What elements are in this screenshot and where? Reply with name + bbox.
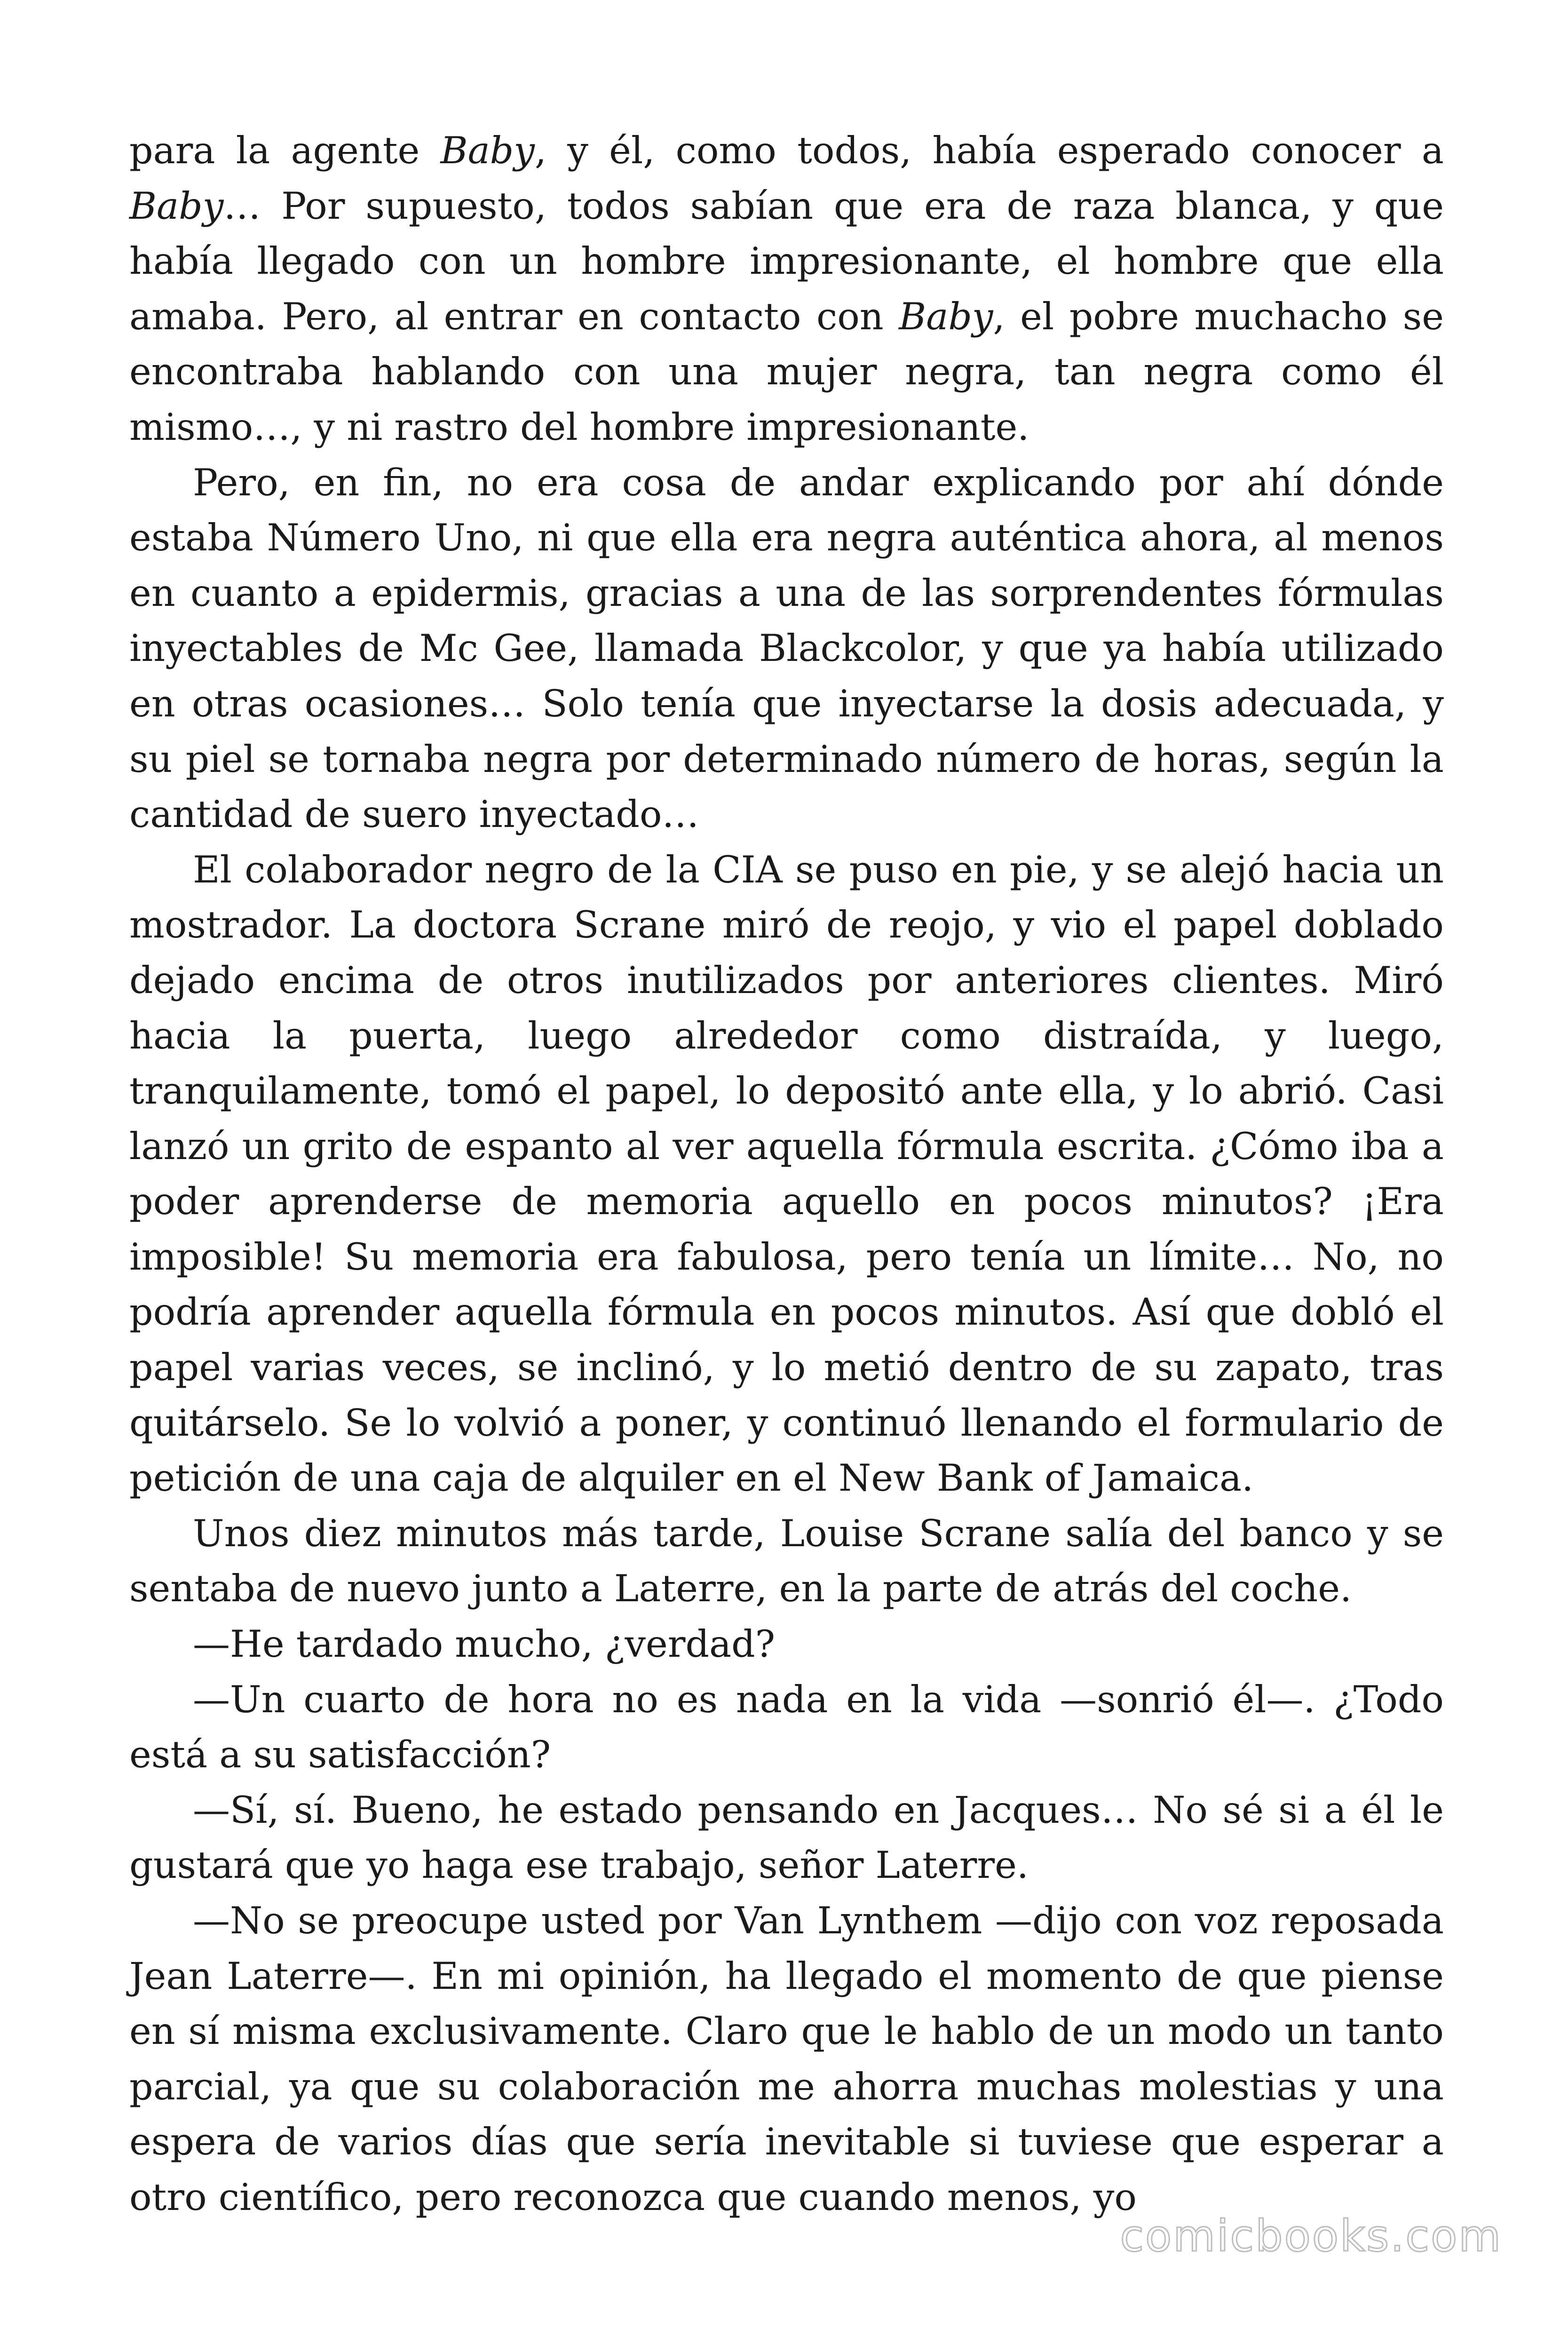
text-run: , y él, como todos, había esperado conocer a <box>534 129 1444 172</box>
text-run: —No se preocupe usted por Van Lynthem —dijo con voz reposada Jean Laterre—. En mi opinión, ha llegado el momento de que piense en sí misma exclusivamente. Claro que le hablo de un modo un tanto parcial, ya que su colaboración me ahorra muchas molestias y una espera de varios días que sería inevitable si tuviese que esperar a otro científico, pero reconozca que cuando menos, yo <box>129 1899 1444 2219</box>
text-run: —Un cuarto de hora no es nada en la vida —sonrió él—. ¿Todo está a su satisfacción? <box>129 1677 1444 1777</box>
text-run: Unos diez minutos más tarde, Louise Scrane salía del banco y se sentaba de nuevo junto a Laterre, en la parte de atrás del coche. <box>129 1511 1444 1611</box>
paragraph <box>129 1783 1444 1893</box>
body-text <box>129 123 1444 2225</box>
paragraph <box>129 842 1444 1506</box>
italic-text: Baby <box>440 129 535 172</box>
watermark: comicbooks.com <box>1120 2211 1502 2261</box>
text-run: … Por supuesto, todos sabían que era de raza blanca, y que había llegado con un hombre impresionante, el hombre que ella amaba. Pero, al entrar en contacto con <box>129 184 1444 338</box>
paragraph <box>129 1506 1444 1617</box>
paragraph <box>129 1893 1444 2225</box>
text-run: Pero, en fin, no era cosa de andar explicando por ahí dónde estaba Número Uno, ni que ella era negra auténtica ahora, al menos en cuanto a epidermis, gracias a una de las sorprendentes fórmulas inyectables de Mc Gee, llamada Blackcolor, y que ya había utilizado en otras ocasiones… Solo tenía que inyectarse la dosis adecuada, y su piel se tornaba negra por determinado número de horas, según la cantidad de suero inyectado… <box>129 461 1444 836</box>
italic-text: Baby <box>899 294 993 338</box>
italic-text: Baby <box>129 184 224 228</box>
text-run: El colaborador negro de la CIA se puso en pie, y se alejó hacia un mostrador. La doctora Scrane miró de reojo, y vio el papel doblado dejado encima de otros inutilizados por anteriores clientes. Miró hacia la puerta, luego alrededor como distraída, y luego, tranquilamente, tomó el papel, lo depositó ante ella, y lo abrió. Casi lanzó un grito de espanto al ver aquella fórmula escrita. ¿Cómo iba a poder aprenderse de memoria aquello en pocos minutos? ¡Era imposible! Su memoria era fabulosa, pero tenía un límite… No, no podría aprender aquella fórmula en pocos minutos. Así que dobló el papel varias veces, se inclinó, y lo metió dentro de su zapato, tras quitárselo. Se lo volvió a poner, y continuó llenando el formulario de petición de una caja de alquiler en el New Bank of Jamaica. <box>129 848 1444 1500</box>
text-run: , el pobre muchacho se encontraba hablando con una mujer negra, tan negra como él mismo…, y ni rastro del hombre impresionante. <box>129 294 1444 449</box>
paragraph <box>129 1617 1444 1672</box>
text-run: para la agente <box>129 129 441 172</box>
paragraph <box>129 123 1444 455</box>
text-run: —He tardado mucho, ¿verdad? <box>193 1622 776 1666</box>
paragraph <box>129 455 1444 842</box>
text-run: —Sí, sí. Bueno, he estado pensando en Jacques… No sé si a él le gustará que yo haga ese trabajo, señor Laterre. <box>129 1788 1444 1887</box>
paragraph <box>129 1672 1444 1783</box>
